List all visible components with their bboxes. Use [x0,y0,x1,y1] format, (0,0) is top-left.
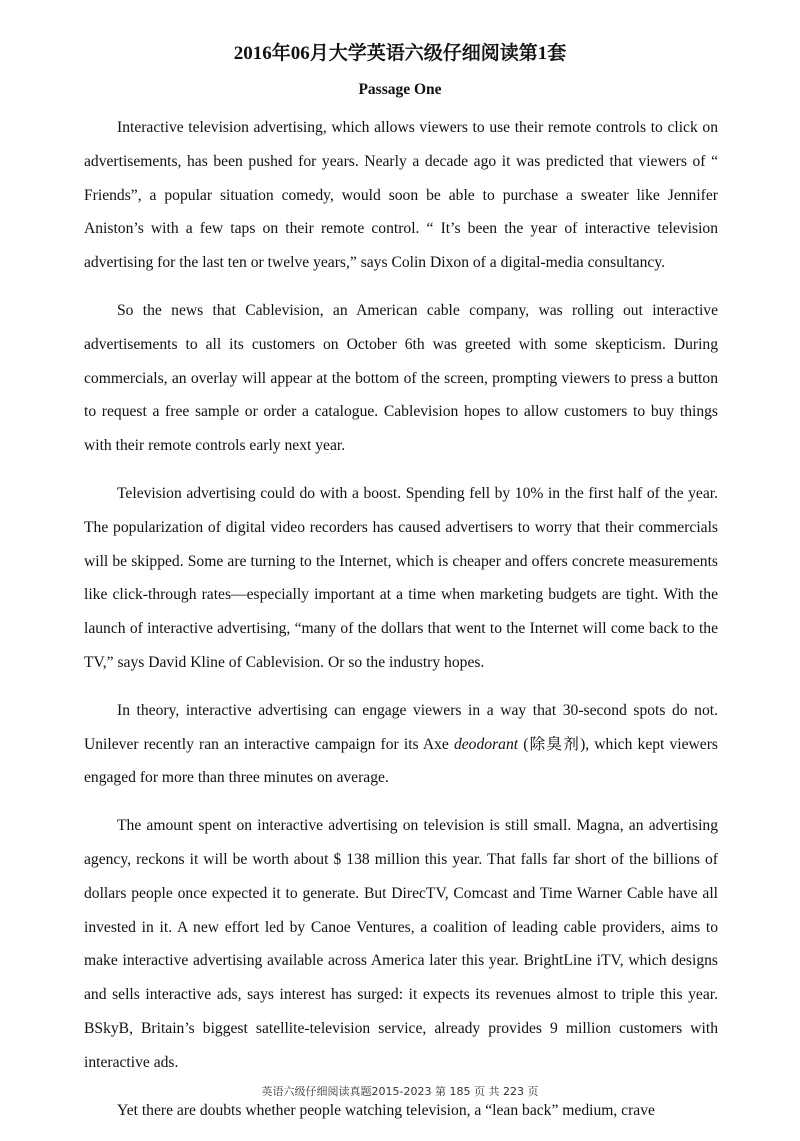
passage-title: Passage One [358,81,442,98]
page-footer: 英语六级仔细阅读真题2015-2023 第 185 页 共 223 页 [261,1085,539,1098]
paragraph-4-text-before: In theory, interactive advertising can engage viewers in a way that 30-second spots do not. Unilever recently ran an interactive campaign for its Axe [84,701,718,753]
paragraph-2: So the news that Cablevision, an American cable company, was rolling out interactive advertisements to all its customers on October 6th was greeted with some skepticism. During commercials, an overlay will appear at the bottom of the screen, prompting viewers to press a button to request a free sample or order a catalogue. Cablevision hopes to allow customers to buy things with their remote controls early next year. [84,301,718,455]
glossed-term: deodorant [453,735,519,753]
paragraph-6: Yet there are doubts whether people watching television, a “lean back” medium, crave [117,1101,655,1119]
paragraph-3: Television advertising could do with a boost. Spending fell by 10% in the first half of the year. The popularization of digital video recorders has caused advertisers to worry that their commercials will be skipped. Some are turning to the Internet, which is cheaper and offers concrete measurements like click-through rates—especially important at a time when marketing budgets are tight. With the launch of interactive advertising, “many of the dollars that went to the Internet will come back to the TV,” says David Kline of Cablevision. Or so the industry hopes. [84,484,718,671]
paragraph-4-text-after: (除臭剂), which kept viewers engaged for more than three minutes on average. [84,735,718,787]
paragraph-4 [84,694,718,795]
passage-body [84,111,718,1141]
paragraph-5: The amount spent on interactive advertising on television is still small. Magna, an advertising agency, reckons it will be worth about $ 138 million this year. That falls far short of the billions of dollars people once expected it to generate. But DirecTV, Comcast and Time Warner Cable have all invested in it. A new effort led by Canoe Ventures, a coalition of leading cable providers, aims to make interactive advertising available across America later this year. BrightLine iTV, which designs and sells interactive ads, says interest has surged: it expects its revenues almost to triple this year. BSkyB, Britain’s biggest satellite-television service, already provides 9 million customers with interactive ads. [84,817,718,1071]
page-title: 2016年06月大学英语六级仔细阅读第1套 [233,43,567,64]
paragraph-1: Interactive television advertising, which allows viewers to use their remote controls to click on advertisements, has been pushed for years. Nearly a decade ago it was predicted that viewers of “ Friends”, a popular situation comedy, would soon be able to purchase a sweater like Jennifer Aniston’s with a few taps on their remote control. “ It’s been the year of interactive television advertising for the last ten or twelve years,” says Colin Dixon of a digital-media consultancy. [84,119,718,272]
